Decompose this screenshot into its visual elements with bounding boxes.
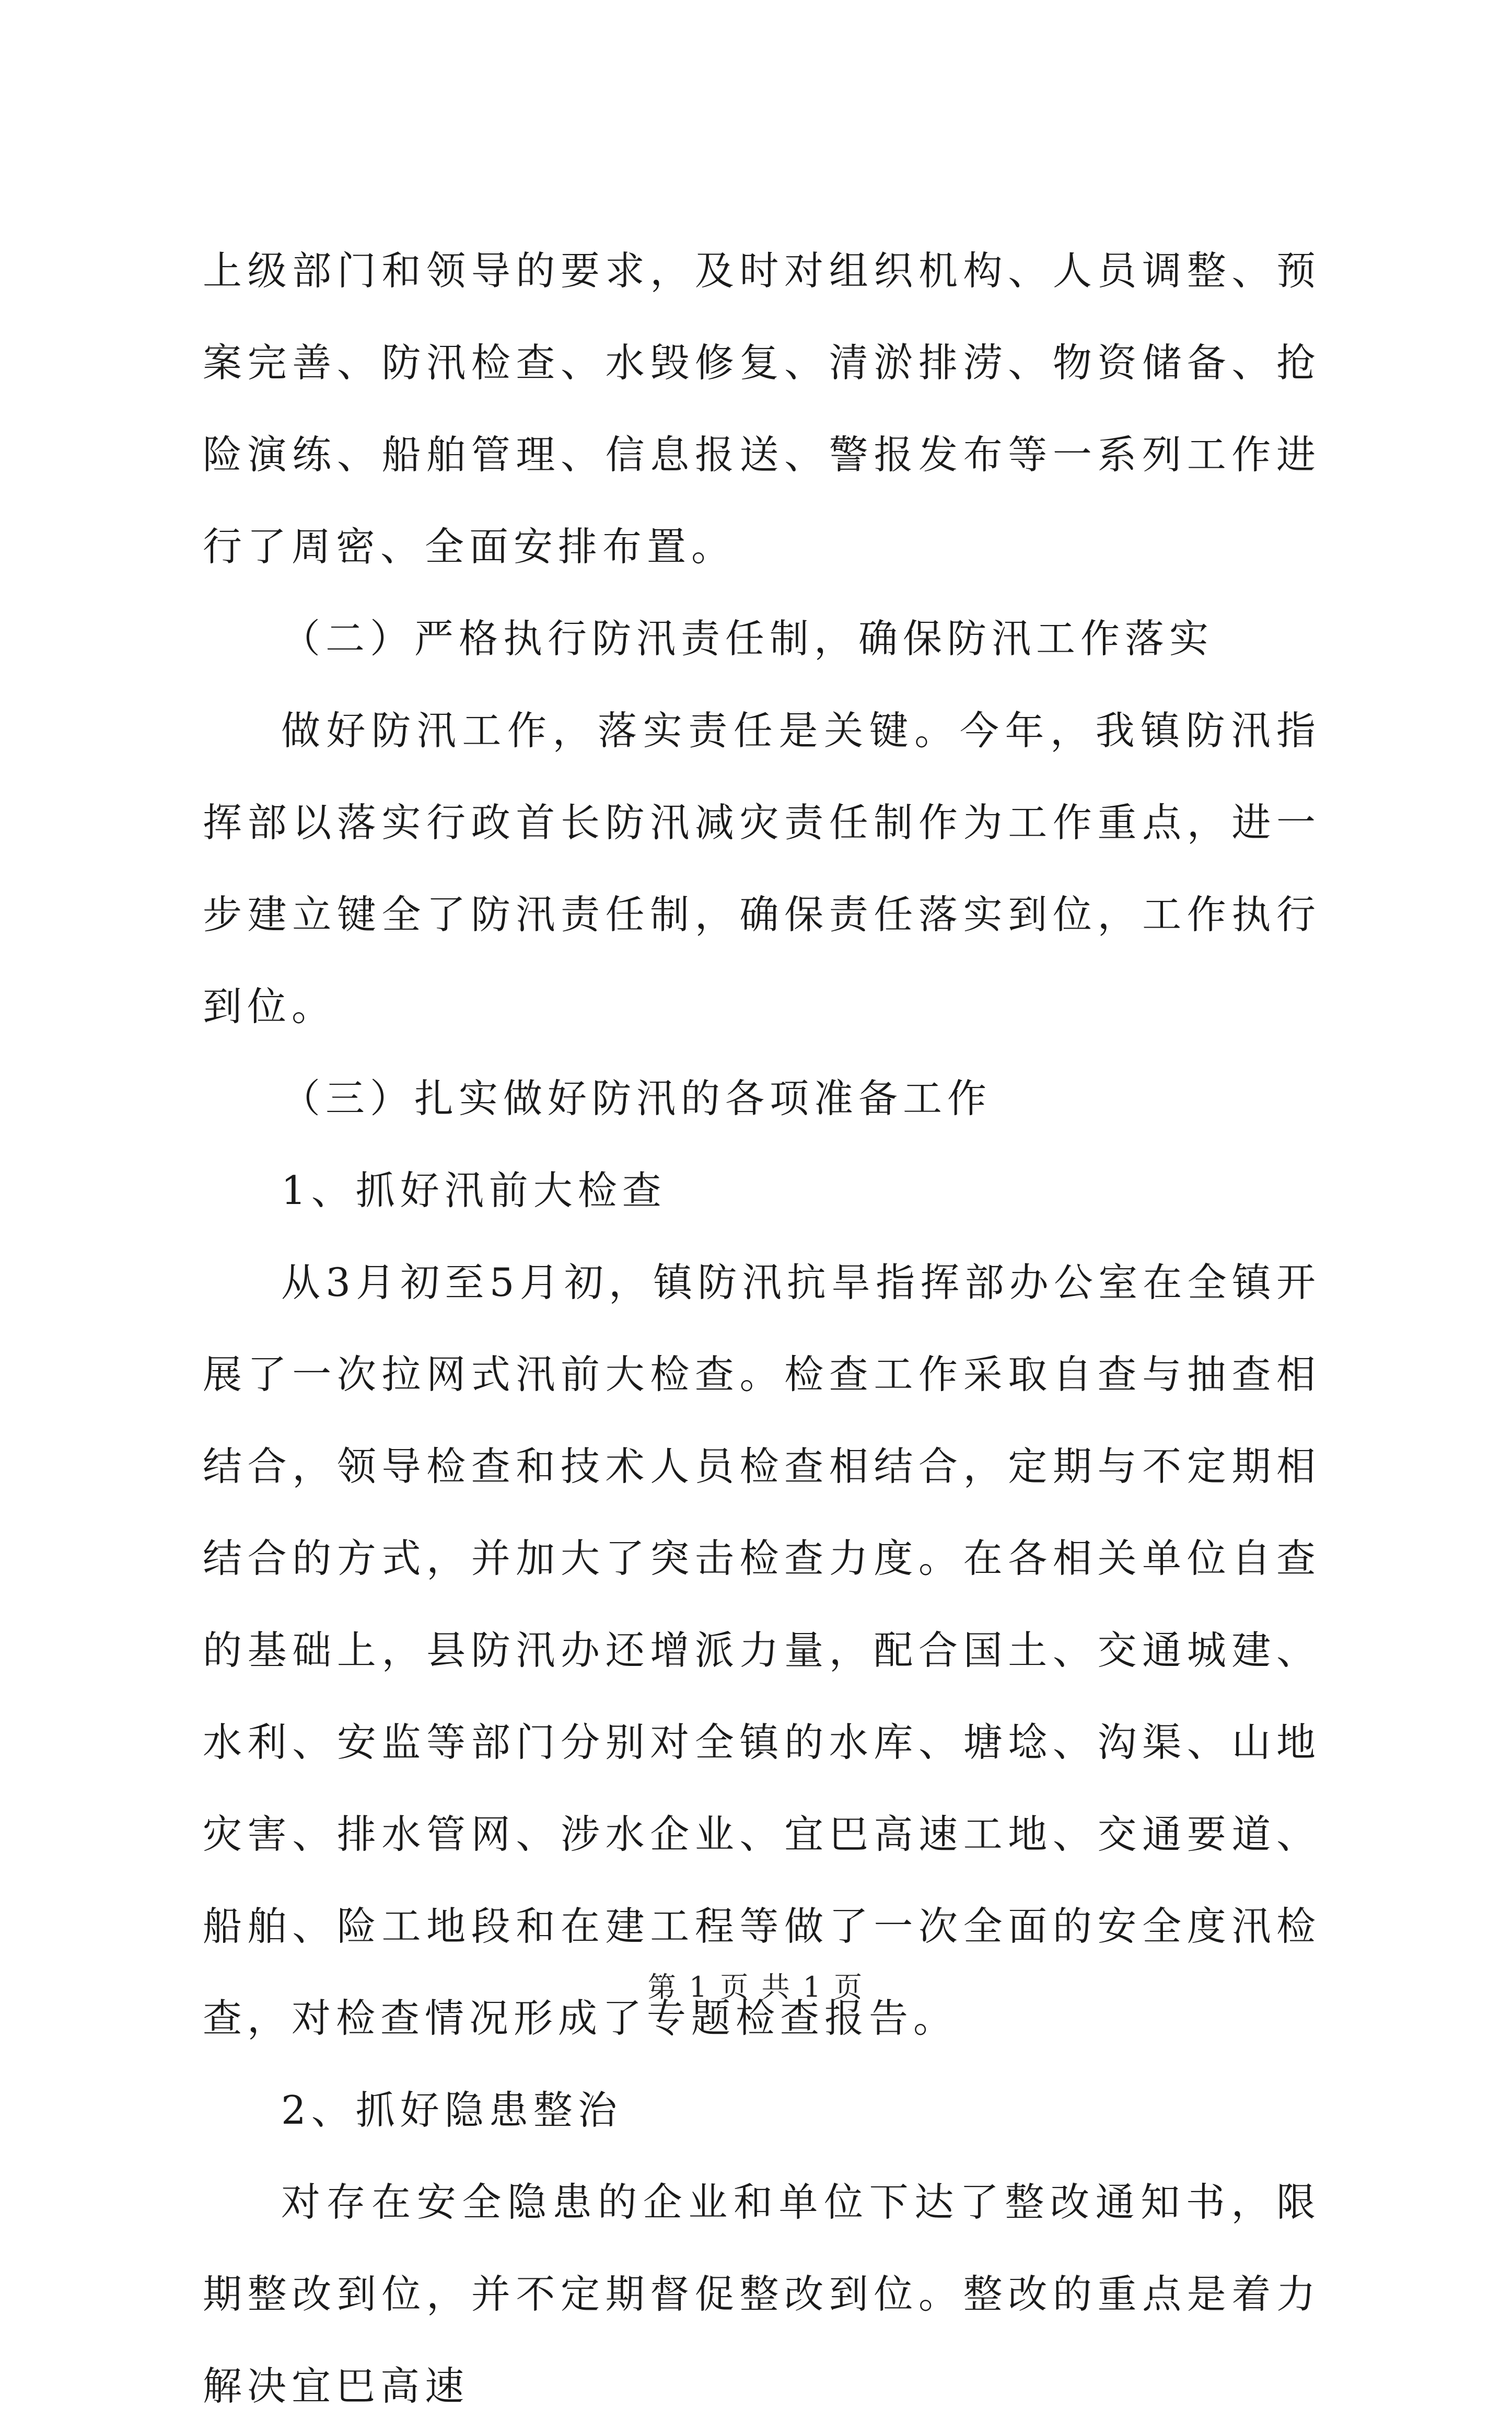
page-footer: 第 1 页 共 1 页 <box>647 1971 865 2003</box>
paragraph-continuation: 上级部门和领导的要求，及时对组织机构、人员调整、预案完善、防汛检查、水毁修复、清淤排涝、物资储备、抢险演练、船舶管理、信息报送、警报发布等一系列工作进行了周密、全面安排布置。 <box>203 248 1321 570</box>
section-heading-two: （二）严格执行防汛责任制，确保防汛工作落实 <box>281 616 1214 662</box>
paragraph-hazard: 对存在安全隐患的企业和单位下达了整改通知书，限期整改到位，并不定期督促整改到位。整改的重点是着力解决宜巴高速 <box>203 2179 1321 2409</box>
document-body <box>203 225 1321 2432</box>
subheading-hazard: 2、抓好隐患整治 <box>281 2087 622 2133</box>
paragraph-inspection: 从3月初至5月初，镇防汛抗旱指挥部办公室在全镇开展了一次拉网式汛前大检查。检查工作采取自查与抽查相结合，领导检查和技术人员检查相结合，定期与不定期相结合的方式，并加大了突击检查力度。在各相关单位自查的基础上，县防汛办还增派力量，配合国土、交通城建、水利、安监等部门分别对全镇的水库、塘埝、沟渠、山地灾害、排水管网、涉水企业、宜巴高速工地、交通要道、船舶、险工地段和在建工程等做了一次全面的安全度汛检查，对检查情况形成了专题检查报告。 <box>203 1259 1321 2041</box>
paragraph-responsibility: 做好防汛工作，落实责任是关键。今年，我镇防汛指挥部以落实行政首长防汛减灾责任制作为工作重点，进一步建立键全了防汛责任制，确保责任落实到位，工作执行到位。 <box>203 708 1321 1029</box>
section-heading-three: （三）扎实做好防汛的各项准备工作 <box>281 1075 992 1121</box>
subheading-inspection: 1、抓好汛前大检查 <box>281 1167 667 1213</box>
